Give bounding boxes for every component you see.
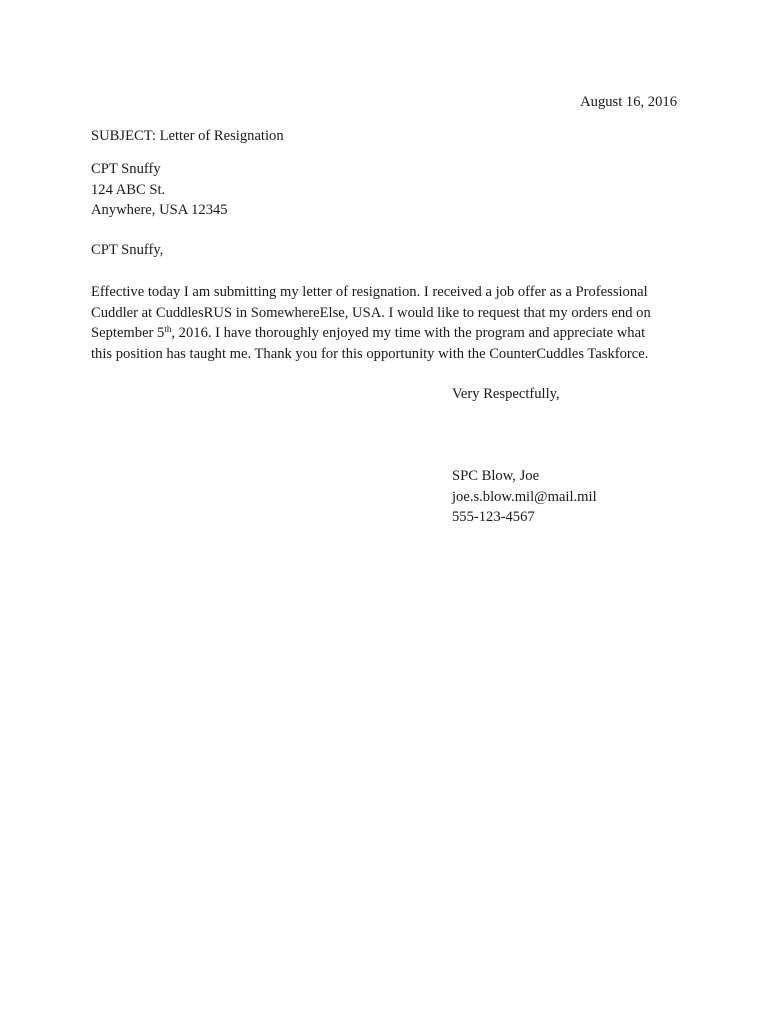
closing: Very Respectfully, bbox=[452, 386, 560, 402]
letter-date: August 16, 2016 bbox=[580, 94, 677, 110]
ordinal-suffix: th bbox=[164, 324, 172, 334]
body-line-4: this position has taught me. Thank you for this opportunity with the CounterCuddles Taskforce. bbox=[91, 345, 649, 362]
recipient-name: CPT Snuffy bbox=[91, 161, 161, 177]
letter-body bbox=[91, 282, 681, 364]
salutation: CPT Snuffy, bbox=[91, 242, 164, 258]
body-line-1: Effective today I am submitting my letter of resignation. I received a job offer as a Professional bbox=[91, 284, 648, 300]
recipient-address bbox=[91, 159, 228, 221]
sender-email: joe.s.blow.mil@mail.mil bbox=[452, 488, 597, 505]
signature-block bbox=[452, 466, 597, 528]
sender-phone: 555-123-4567 bbox=[452, 509, 535, 525]
recipient-street: 124 ABC St. bbox=[91, 181, 166, 198]
body-line-3-end: , 2016. I have thoroughly enjoyed my time with the program and appreciate what bbox=[171, 325, 646, 341]
body-line-3-start: September 5 bbox=[91, 325, 165, 341]
letter-subject: SUBJECT: Letter of Resignation bbox=[91, 128, 284, 144]
body-line-3 bbox=[91, 323, 681, 344]
body-line-2: Cuddler at CuddlesRUS in SomewhereElse, USA. I would like to request that my orders end on bbox=[91, 304, 651, 321]
sender-name: SPC Blow, Joe bbox=[452, 468, 540, 484]
recipient-city-line: Anywhere, USA 12345 bbox=[91, 202, 228, 218]
